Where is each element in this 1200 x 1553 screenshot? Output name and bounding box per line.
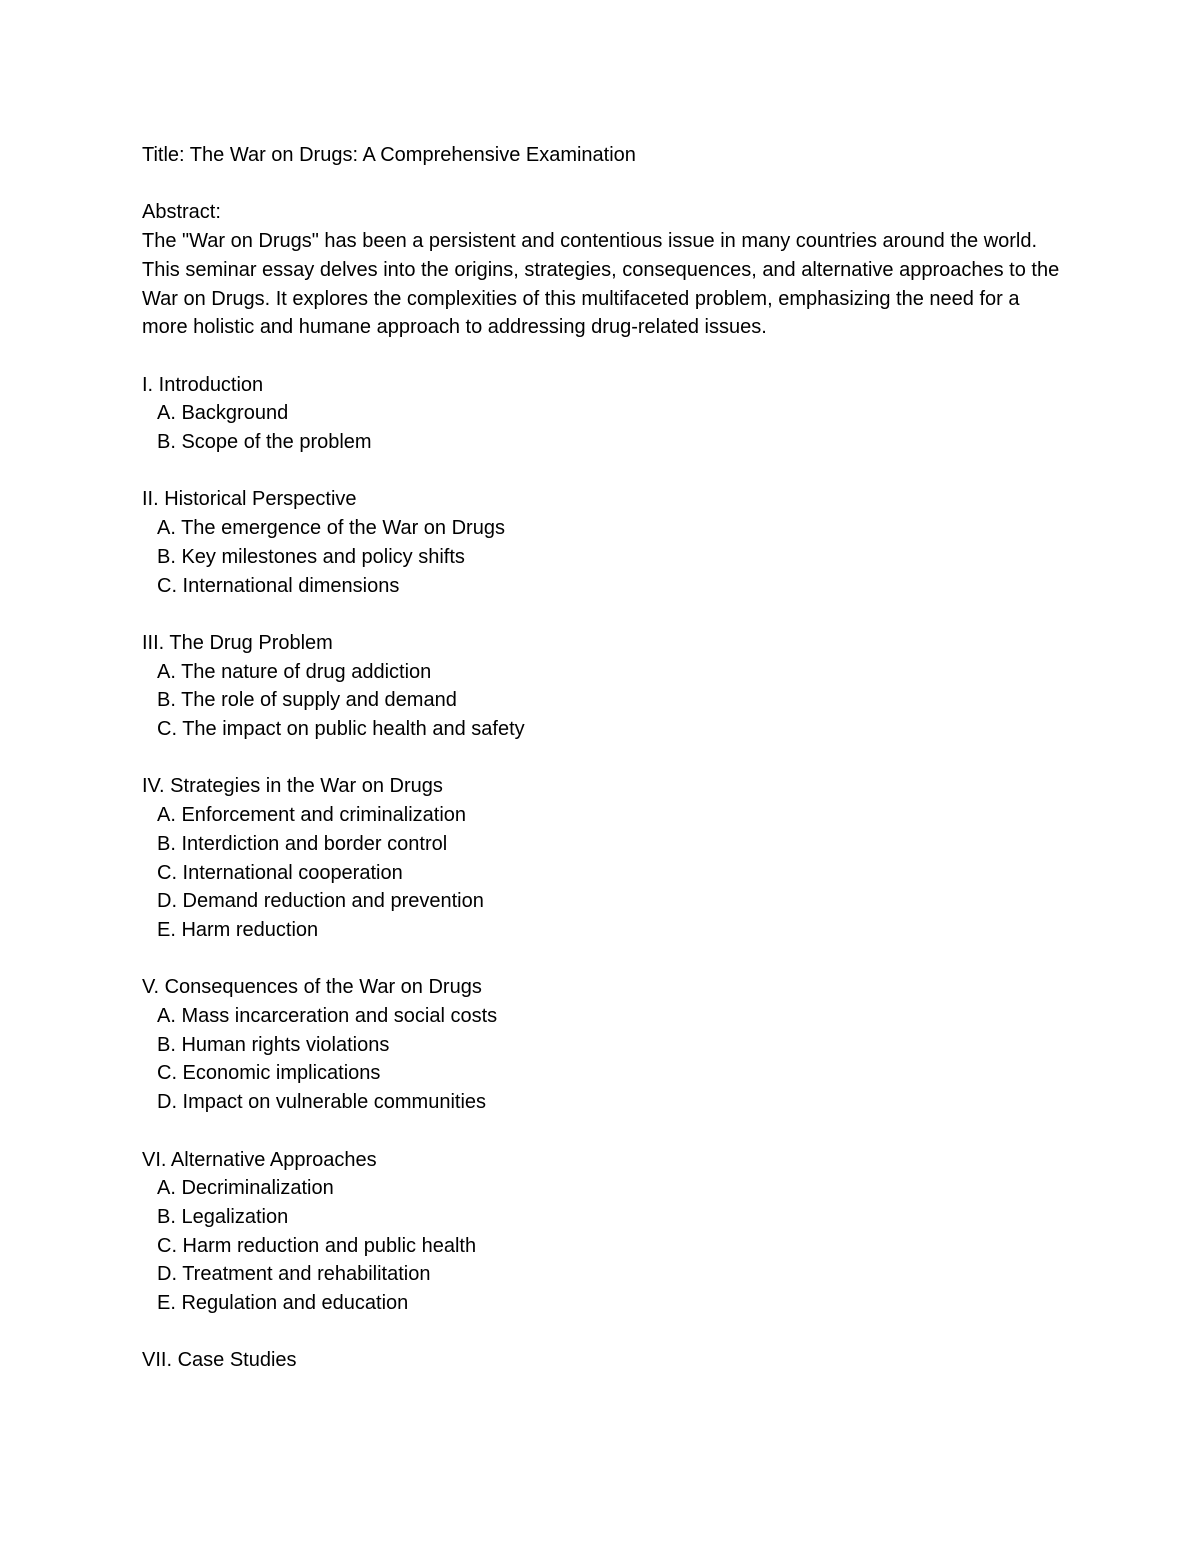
section-heading: VI. Alternative Approaches bbox=[142, 1148, 377, 1171]
outline-section-6 bbox=[142, 1146, 1072, 1318]
abstract-body: The "War on Drugs" has been a persistent and contentious issue in many countries around the world. This seminar essay delves into the origins, strategies, consequences, and alternative approaches to the War on Drugs. It explores the complexities of this multifaceted problem, emphasizing the need for a more holistic and humane approach to addressing drug-related issues. bbox=[142, 230, 1060, 339]
section-item: B. Scope of the problem bbox=[157, 431, 372, 453]
section-heading: II. Historical Perspective bbox=[142, 488, 357, 511]
spacer bbox=[142, 170, 1072, 199]
section-heading: III. The Drug Problem bbox=[142, 631, 333, 654]
section-item: A. The emergence of the War on Drugs bbox=[157, 517, 505, 540]
section-heading: IV. Strategies in the War on Drugs bbox=[142, 775, 443, 798]
section-item: B. The role of supply and demand bbox=[157, 689, 457, 712]
section-item: A. The nature of drug addiction bbox=[157, 660, 432, 683]
section-item: B. Human rights violations bbox=[157, 1033, 390, 1056]
section-item: E. Regulation and education bbox=[157, 1292, 409, 1315]
outline-section-7 bbox=[142, 1346, 1072, 1375]
section-item: B. Interdiction and border control bbox=[157, 832, 448, 855]
section-item: C. International cooperation bbox=[157, 861, 403, 884]
section-item: A. Mass incarceration and social costs bbox=[157, 1005, 498, 1027]
section-heading: V. Consequences of the War on Drugs bbox=[142, 976, 482, 999]
outline-section-1 bbox=[142, 371, 1072, 457]
spacer bbox=[142, 600, 1072, 629]
section-item: A. Enforcement and criminalization bbox=[157, 804, 467, 827]
section-item: D. Demand reduction and prevention bbox=[157, 890, 484, 913]
spacer bbox=[142, 342, 1072, 371]
spacer bbox=[142, 945, 1072, 974]
document-page bbox=[142, 141, 1072, 1375]
spacer bbox=[142, 1318, 1072, 1347]
section-item: A. Background bbox=[157, 402, 289, 425]
section-item: E. Harm reduction bbox=[157, 918, 319, 941]
spacer bbox=[142, 457, 1072, 486]
section-item: B. Legalization bbox=[157, 1205, 289, 1228]
section-heading: I. Introduction bbox=[142, 373, 264, 396]
outline-section-3 bbox=[142, 629, 1072, 744]
spacer bbox=[142, 1117, 1072, 1146]
outline-section-4 bbox=[142, 772, 1072, 944]
outline-section-5 bbox=[142, 973, 1072, 1117]
abstract-heading: Abstract: bbox=[142, 201, 221, 224]
section-item: C. The impact on public health and safety bbox=[157, 718, 525, 740]
section-item: D. Treatment and rehabilitation bbox=[157, 1263, 431, 1286]
outline-section-2 bbox=[142, 485, 1072, 600]
section-item: A. Decriminalization bbox=[157, 1177, 334, 1200]
section-heading: VII. Case Studies bbox=[142, 1349, 297, 1372]
section-item: C. International dimensions bbox=[157, 574, 400, 597]
section-item: D. Impact on vulnerable communities bbox=[157, 1091, 487, 1114]
section-item: C. Harm reduction and public health bbox=[157, 1234, 477, 1257]
spacer bbox=[142, 744, 1072, 773]
document-title: Title: The War on Drugs: A Comprehensive Examination bbox=[142, 144, 636, 166]
section-item: B. Key milestones and policy shifts bbox=[157, 545, 465, 568]
section-item: C. Economic implications bbox=[157, 1062, 381, 1085]
